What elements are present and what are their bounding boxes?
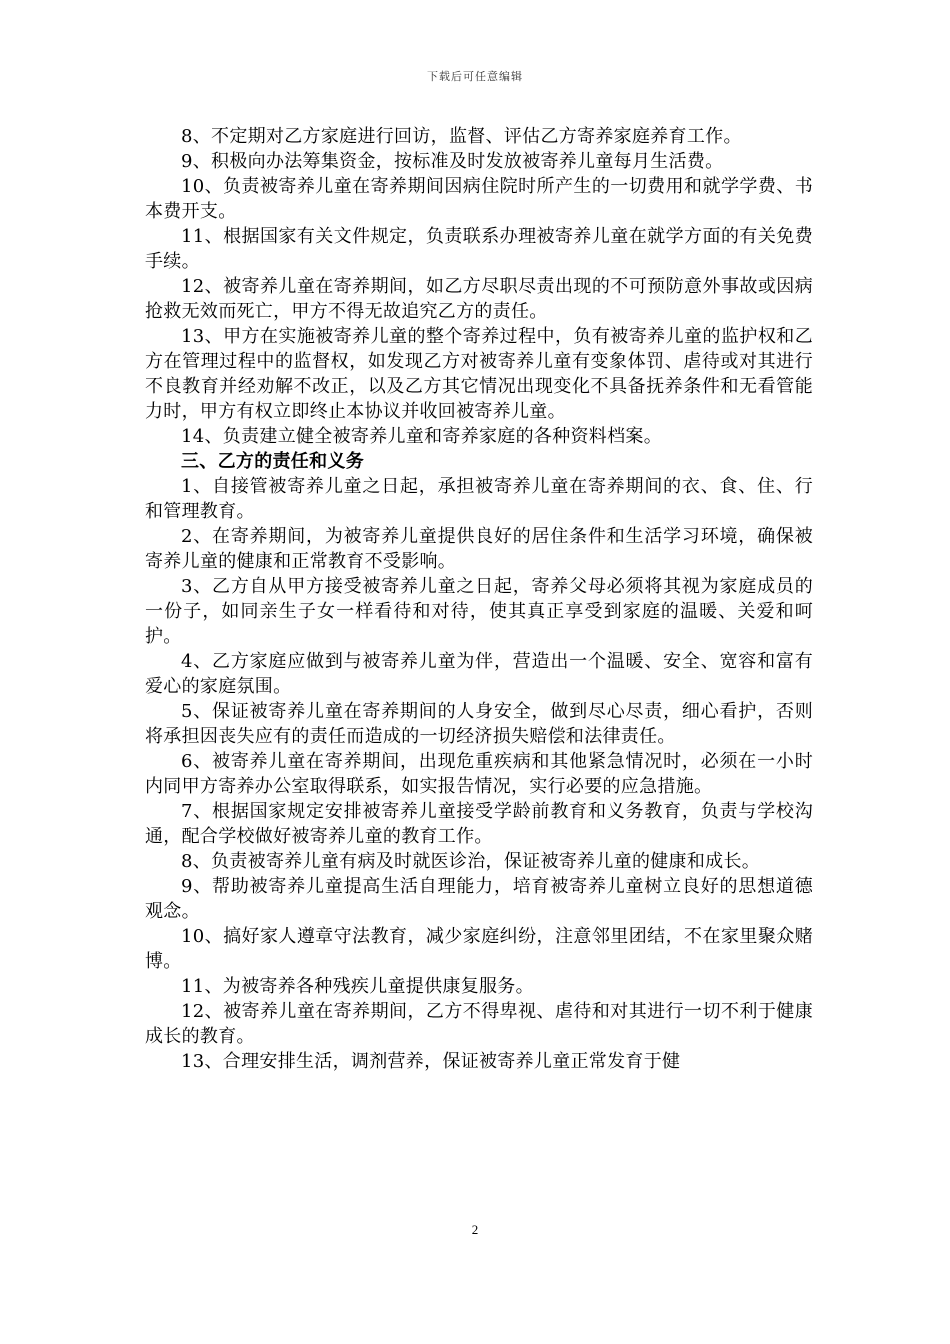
paragraph: 13、甲方在实施被寄养儿童的整个寄养过程中，负有被寄养儿童的监护权和乙方在管理过程中的监督权，如发现乙方对被寄养儿童有变象体罚、虐待或对其进行不良教育并经劝解不改正，以及乙方其它情况出现变化不具备抚养条件和无看管能力时，甲方有权立即终止本协议并收回被寄养儿童。 xyxy=(145,326,813,422)
paragraph: 11、为被寄养各种残疾儿童提供康复服务。 xyxy=(181,976,534,997)
page-number: 2 xyxy=(471,1222,479,1237)
page-header: 下载后可任意编辑 xyxy=(427,70,523,83)
document-body xyxy=(145,124,813,1074)
paragraph: 9、积极向办法筹集资金，按标准及时发放被寄养儿童每月生活费。 xyxy=(181,151,724,172)
paragraph: 5、保证被寄养儿童在寄养期间的人身安全，做到尽心尽责，细心看护，否则将承担因丧失应有的责任而造成的一切经济损失赔偿和法律责任。 xyxy=(145,701,813,747)
paragraph: 10、搞好家人遵章守法教育，减少家庭纠纷，注意邻里团结，不在家里聚众赌博。 xyxy=(145,926,813,972)
paragraph: 6、被寄养儿童在寄养期间，出现危重疾病和其他紧急情况时，必须在一小时内同甲方寄养办公室取得联系，如实报告情况，实行必要的应急措施。 xyxy=(145,751,813,797)
paragraph: 10、负责被寄养儿童在寄养期间因病住院时所产生的一切费用和就学学费、书本费开支。 xyxy=(145,176,813,222)
paragraph: 8、负责被寄养儿童有病及时就医诊治，保证被寄养儿童的健康和成长。 xyxy=(181,851,761,872)
paragraph: 9、帮助被寄养儿童提高生活自理能力，培育被寄养儿童树立良好的思想道德观念。 xyxy=(145,876,813,922)
paragraph: 8、不定期对乙方家庭进行回访，监督、评估乙方寄养家庭养育工作。 xyxy=(181,126,742,147)
paragraph: 12、被寄养儿童在寄养期间，乙方不得卑视、虐待和对其进行一切不利于健康成长的教育。 xyxy=(145,1001,813,1047)
section-heading: 三、乙方的责任和义务 xyxy=(181,451,364,472)
paragraph: 3、乙方自从甲方接受被寄养儿童之日起，寄养父母必须将其视为家庭成员的一份子，如同亲生子女一样看待和对待，使其真正享受到家庭的温暖、关爱和呵护。 xyxy=(145,576,813,647)
paragraph: 14、负责建立健全被寄养儿童和寄养家庭的各种资料档案。 xyxy=(181,426,663,447)
paragraph: 2、在寄养期间，为被寄养儿童提供良好的居住条件和生活学习环境，确保被寄养儿童的健康和正常教育不受影响。 xyxy=(145,526,813,572)
paragraph: 13、合理安排生活，调剂营养，保证被寄养儿童正常发育于健 xyxy=(181,1051,681,1072)
paragraph: 7、根据国家规定安排被寄养儿童接受学龄前教育和义务教育，负责与学校沟通，配合学校做好被寄养儿童的教育工作。 xyxy=(145,801,813,847)
paragraph: 12、被寄养儿童在寄养期间，如乙方尽职尽责出现的不可预防意外事故或因病抢救无效而死亡，甲方不得无故追究乙方的责任。 xyxy=(145,276,813,322)
paragraph: 4、乙方家庭应做到与被寄养儿童为伴，营造出一个温暖、安全、宽容和富有爱心的家庭氛围。 xyxy=(145,651,813,697)
paragraph: 1、自接管被寄养儿童之日起，承担被寄养儿童在寄养期间的衣、食、住、行和管理教育。 xyxy=(145,476,813,522)
paragraph: 11、根据国家有关文件规定，负责联系办理被寄养儿童在就学方面的有关免费手续。 xyxy=(145,226,813,272)
